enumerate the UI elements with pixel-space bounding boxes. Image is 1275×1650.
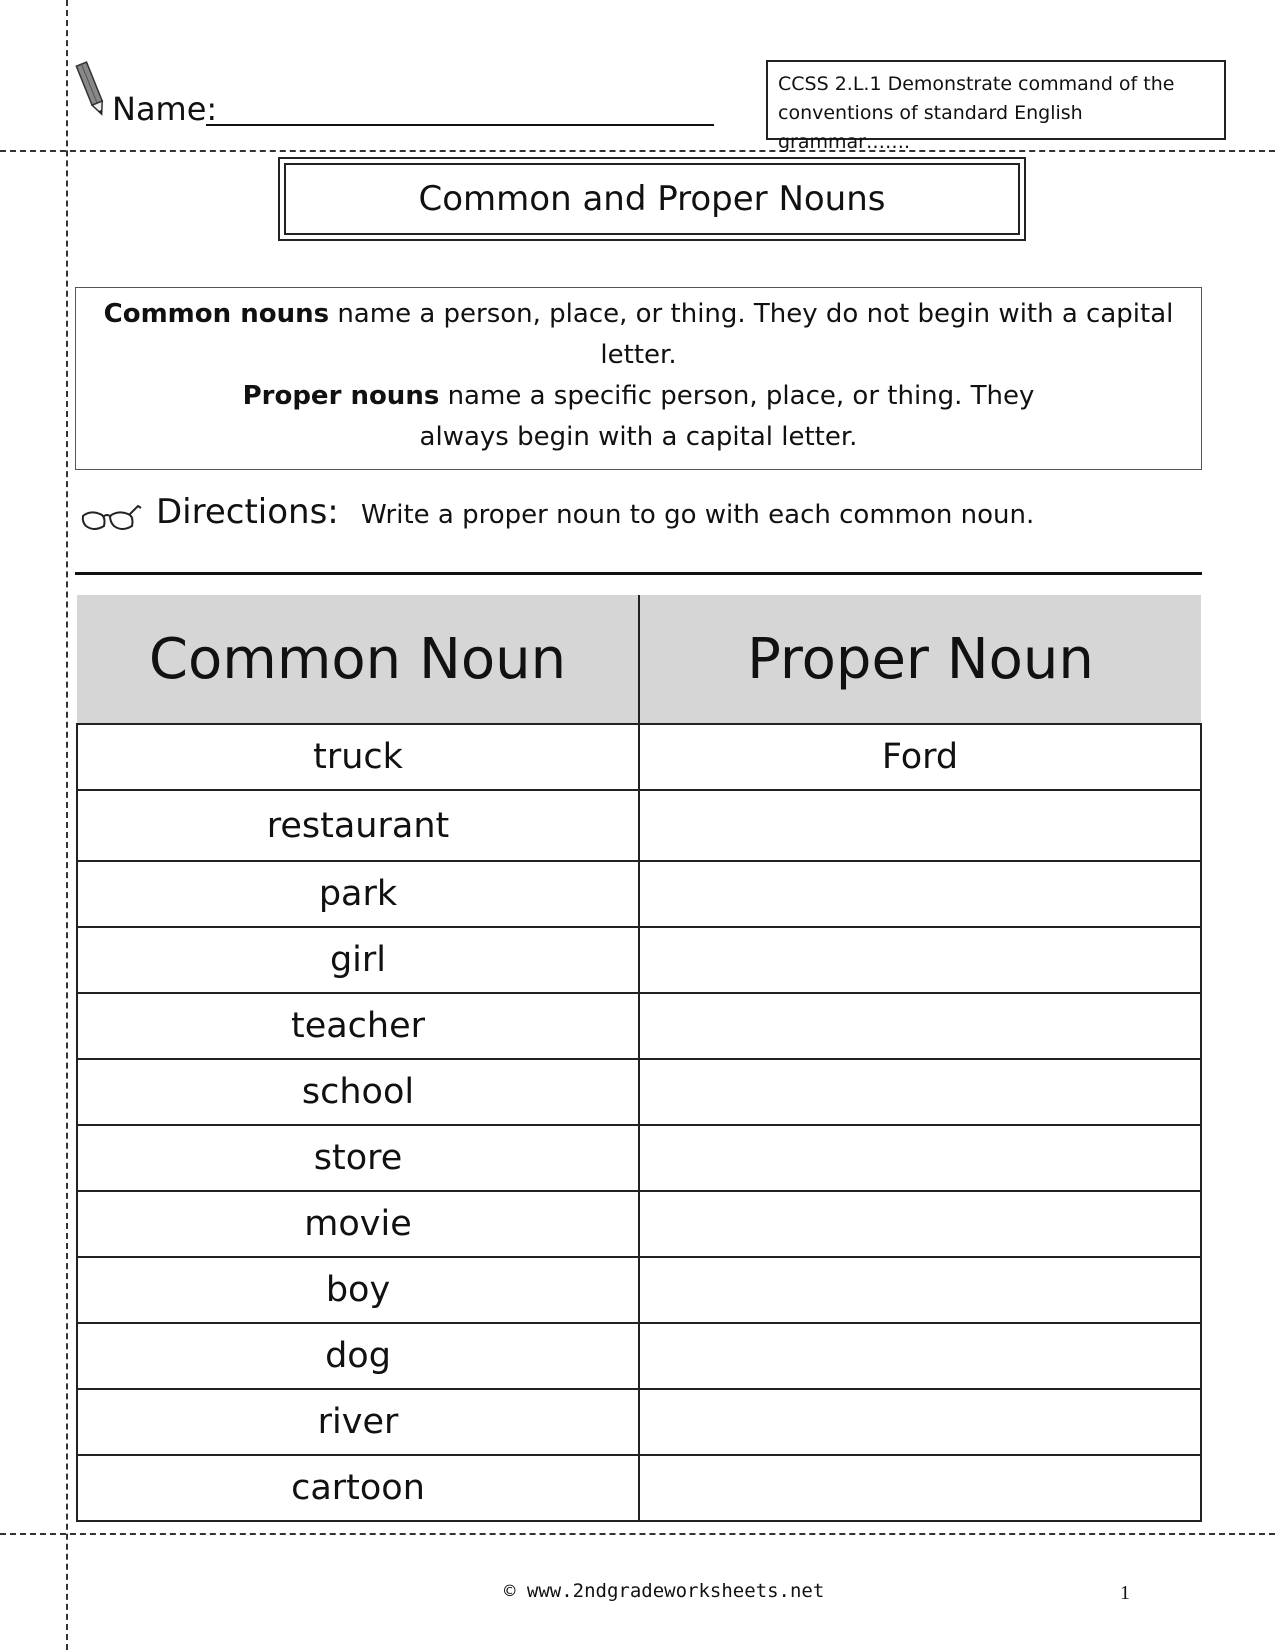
common-noun-cell: movie <box>77 1191 639 1257</box>
proper-term: Proper nouns <box>242 381 440 411</box>
common-noun-header: Common Noun <box>77 595 639 724</box>
common-noun-cell: girl <box>77 927 639 993</box>
page-title: Common and Proper Nouns <box>284 163 1020 235</box>
pencil-icon <box>74 58 110 120</box>
common-noun-cell: dog <box>77 1323 639 1389</box>
table-row <box>77 1257 1201 1323</box>
common-definition <box>76 294 1201 376</box>
name-field[interactable] <box>206 124 714 126</box>
proper-noun-answer[interactable] <box>639 1125 1201 1191</box>
table-row <box>77 1059 1201 1125</box>
table-row <box>77 1323 1201 1389</box>
table-row <box>77 724 1201 790</box>
common-noun-cell: store <box>77 1125 639 1191</box>
table-row <box>77 1455 1201 1521</box>
common-noun-cell: river <box>77 1389 639 1455</box>
table-row <box>77 1191 1201 1257</box>
common-noun-cell: truck <box>77 724 639 790</box>
proper-noun-header: Proper Noun <box>639 595 1201 724</box>
common-term: Common nouns <box>103 299 330 329</box>
section-divider <box>75 572 1202 575</box>
standard-box: CCSS 2.L.1 Demonstrate command of the conventions of standard English grammar……. <box>766 60 1226 140</box>
title-frame <box>278 157 1026 241</box>
table-row <box>77 993 1201 1059</box>
proper-definition <box>76 376 1201 458</box>
common-noun-cell: restaurant <box>77 790 639 861</box>
proper-noun-answer[interactable] <box>639 1059 1201 1125</box>
proper-noun-answer[interactable] <box>639 1323 1201 1389</box>
table-row <box>77 1389 1201 1455</box>
table-header-row <box>77 595 1201 724</box>
directions-label: Directions: <box>156 492 339 532</box>
table-row <box>77 1125 1201 1191</box>
proper-noun-answer[interactable] <box>639 993 1201 1059</box>
proper-noun-answer[interactable] <box>639 790 1201 861</box>
proper-noun-answer[interactable] <box>639 1389 1201 1455</box>
noun-table <box>76 595 1202 1522</box>
definition-box <box>75 287 1202 470</box>
common-noun-cell: boy <box>77 1257 639 1323</box>
common-definition-text: name a person, place, or thing. They do not begin with a capital letter. <box>329 299 1174 370</box>
proper-noun-answer[interactable] <box>639 927 1201 993</box>
common-noun-cell: teacher <box>77 993 639 1059</box>
proper-noun-answer[interactable] <box>639 1191 1201 1257</box>
name-label: Name: <box>112 90 218 128</box>
proper-noun-answer[interactable] <box>639 861 1201 927</box>
proper-definition-text: name a specific person, place, or thing. They always begin with a capital letter. <box>419 381 1035 452</box>
table-row <box>77 861 1201 927</box>
directions-text: Write a proper noun to go with each common noun. <box>361 500 1035 530</box>
copyright-notice: © www.2ndgradeworksheets.net <box>504 1580 825 1602</box>
table-row <box>77 790 1201 861</box>
page-number: 1 <box>1120 1582 1130 1604</box>
left-cut-guide <box>66 0 68 1650</box>
proper-noun-answer[interactable] <box>639 1257 1201 1323</box>
table-row <box>77 927 1201 993</box>
glasses-icon <box>80 502 142 534</box>
proper-noun-answer[interactable] <box>639 1455 1201 1521</box>
common-noun-cell: school <box>77 1059 639 1125</box>
common-noun-cell: park <box>77 861 639 927</box>
proper-noun-answer[interactable]: Ford <box>639 724 1201 790</box>
bottom-cut-guide <box>0 1533 1275 1535</box>
common-noun-cell: cartoon <box>77 1455 639 1521</box>
top-cut-guide <box>0 150 1275 152</box>
